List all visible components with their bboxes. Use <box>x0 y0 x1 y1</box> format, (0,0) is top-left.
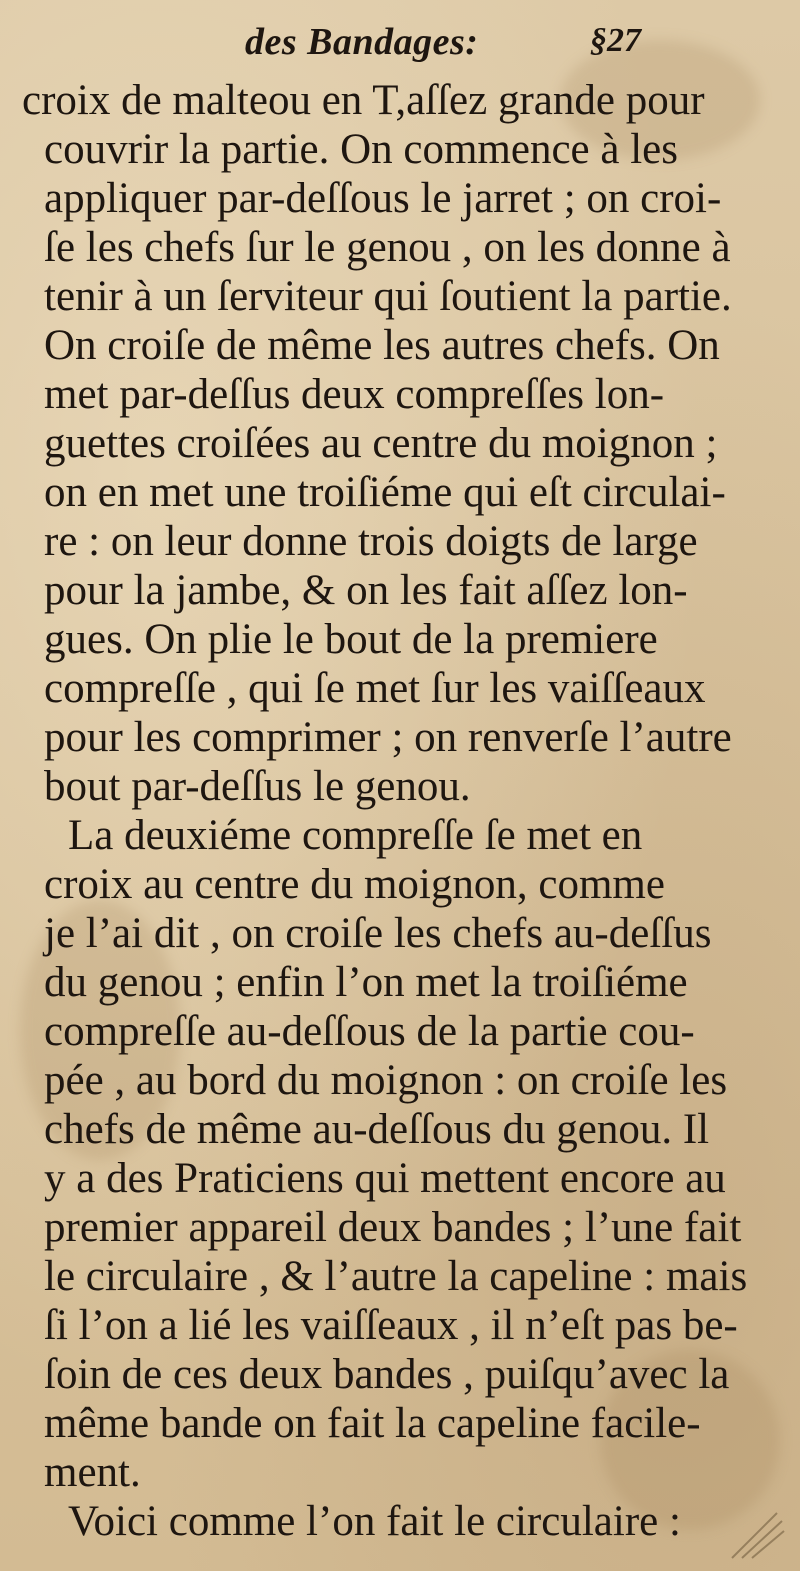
text-line: met par-deſſus deux compreſſes lon- <box>44 371 665 418</box>
text-line: ment. <box>44 1449 141 1496</box>
text-line: pour les comprimer ; on renverſe l’autre <box>44 714 732 761</box>
text-line: y a des Praticiens qui mettent encore au <box>44 1155 726 1202</box>
text-line: compreſſe , qui ſe met ſur les vaiſſeaux <box>44 665 706 712</box>
text-line: gues. On plie le bout de la premiere <box>44 616 658 663</box>
text-line: du genou ; enfin l’on met la troiſiéme <box>44 959 688 1006</box>
text-line: ſoin de ces deux bandes , puiſqu’avec la <box>44 1351 730 1398</box>
text-line: guettes croiſées au centre du moignon ; <box>44 420 718 467</box>
text-line: je l’ai dit , on croiſe les chefs au-deſſus <box>44 910 712 957</box>
text-line: compreſſe au-deſſous de la partie cou- <box>44 1008 695 1055</box>
section-number: §27 <box>590 22 641 59</box>
page-header <box>0 14 800 74</box>
text-line: on en met une troiſiéme qui eſt circulai- <box>44 469 726 516</box>
text-line: même bande on fait la capeline facile- <box>44 1400 701 1447</box>
text-line: chefs de même au-deſſous du genou. Il <box>44 1106 710 1153</box>
running-title: des Bandages: <box>245 21 479 63</box>
text-line: ſe les chefs ſur le genou , on les donne à <box>44 224 731 271</box>
text-line: croix au centre du moignon, comme <box>44 861 665 908</box>
text-line: pour la jambe, & on les fait aſſez lon- <box>44 567 688 614</box>
text-line: On croiſe de même les autres chefs. On <box>44 322 720 369</box>
text-line: appliquer par-deſſous le jarret ; on croi- <box>44 175 722 222</box>
ink-smudge-icon <box>722 1503 792 1563</box>
text-line: premier appareil deux bandes ; l’une fait <box>44 1204 742 1251</box>
text-line: bout par-deſſus le genou. <box>44 763 471 810</box>
text-line: La deuxiéme compreſſe ſe met en <box>68 812 643 859</box>
text-line: le circulaire , & l’autre la capeline : mais <box>44 1253 748 1300</box>
text-line: pée , au bord du moignon : on croiſe les <box>44 1057 728 1104</box>
text-line: croix de malteou en T,aſſez grande pour <box>22 77 705 124</box>
text-line: couvrir la partie. On commence à les <box>44 126 678 173</box>
text-line: tenir à un ſerviteur qui ſoutient la partie. <box>44 273 732 320</box>
text-line: ſi l’on a lié les vaiſſeaux , il n’eſt pas be- <box>44 1302 738 1349</box>
text-line: Voici comme l’on fait le circulaire : <box>68 1498 681 1545</box>
text-line: re : on leur donne trois doigts de large <box>44 518 698 565</box>
